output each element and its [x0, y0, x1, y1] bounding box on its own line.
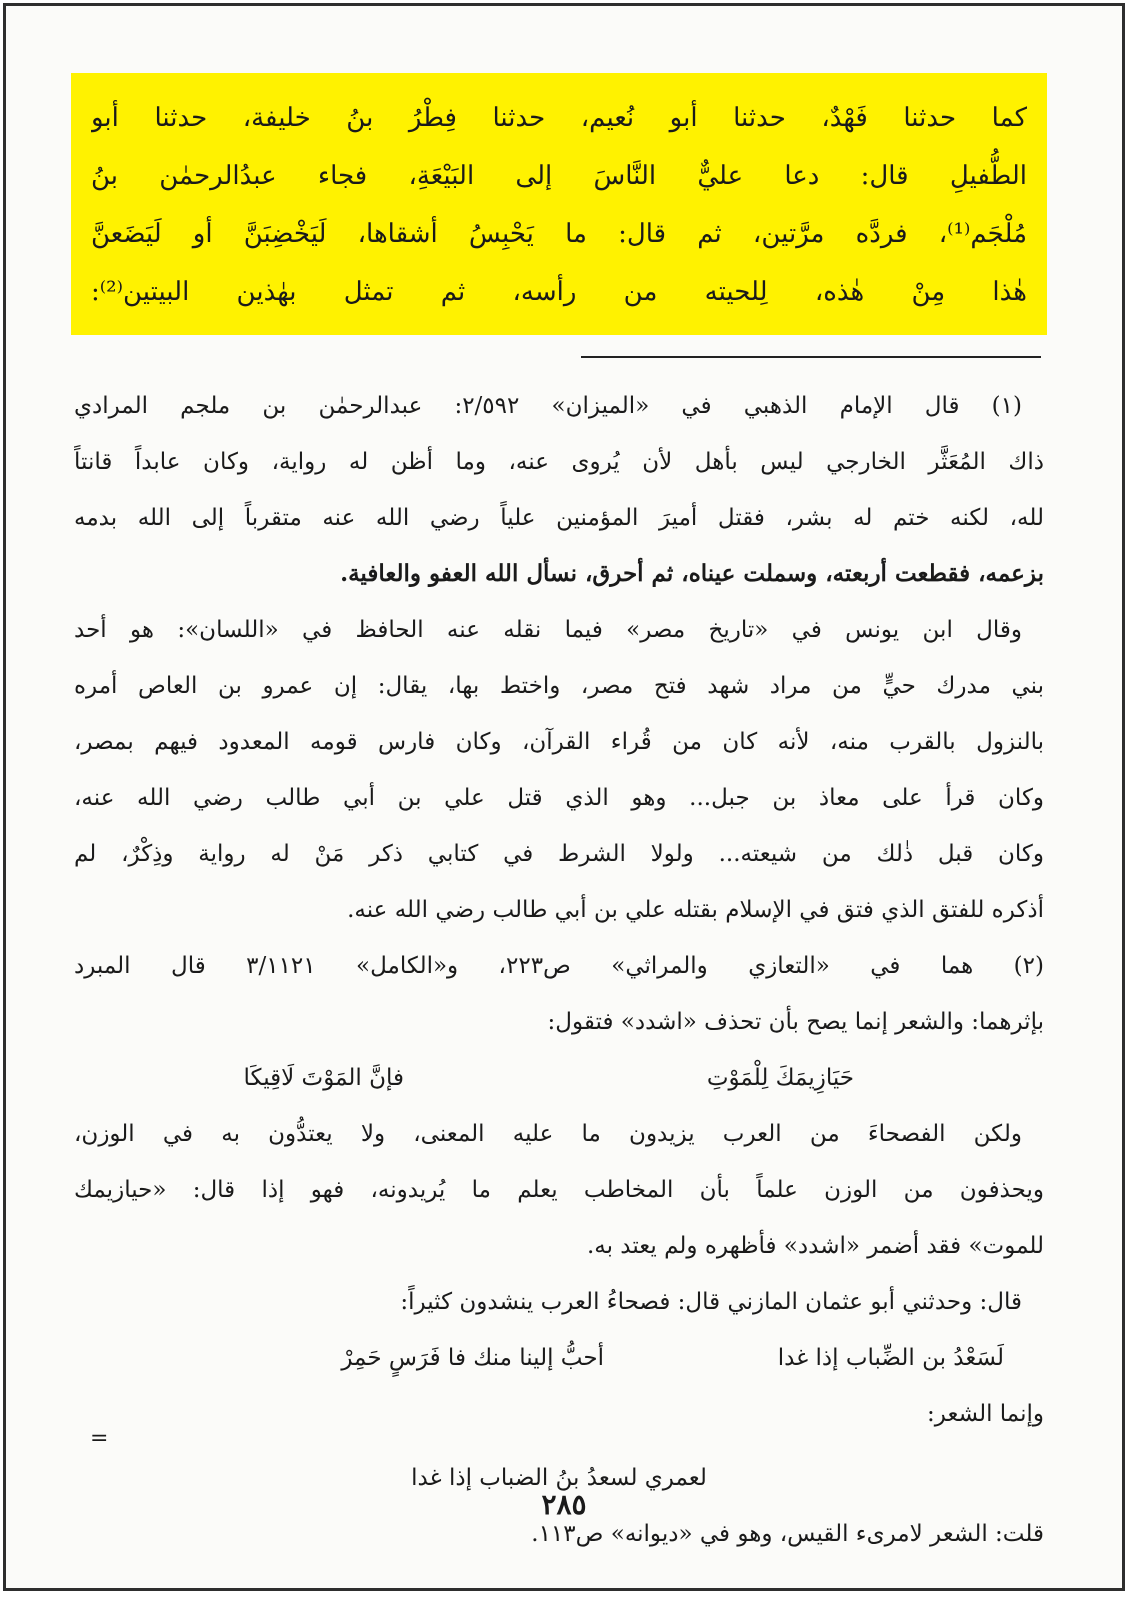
footnote-1-line: ذاك المُعَثَّر الخارجي ليس بأهل لأن يُروى عنه، وما أظن له رواية، وكان عابداً قانتاً: [74, 449, 1044, 475]
margin-marker: =: [90, 1426, 109, 1451]
footnote-1-line: لله، لكنه ختم له بشر، فقتل أميرَ المؤمنين علياً رضي الله عنه متقرباً إلى الله بدمه: [74, 505, 1044, 531]
main-text-line: مُلْجَم⁽¹⁾، فردَّه مرَّتين، ثم قال: ما يَحْبِسُ أشقاها، لَيَخْضِبَنَّ أو لَيَضَعنَّ: [91, 219, 1027, 249]
footnote-1b-line: وكان قبل ذٰلك من شيعته... ولولا الشرط في كتابي ذكر مَنْ له رواية وذِكْرٌ، لم: [74, 841, 1044, 867]
main-text-line: كما حدثنا فَهْدٌ، حدثنا أبو نُعيم، حدثنا فِطْرُ بنُ خليفة، حدثنا أبو: [91, 103, 1027, 133]
footnote-divider: [581, 356, 1041, 358]
footnote-1b-line: بالنزول بالقرب منه، لأنه كان من قُراء القرآن، وكان فارس قومه المعدود فيهم بمصر،: [74, 729, 1044, 755]
page-number: ٢٨٥: [541, 1488, 587, 1521]
verse-2-second-hemistich: أحبُّ إلينا منك فا فَرَسٍ حَمِرْ: [341, 1345, 604, 1371]
footnote-2b-line: للموت» فقد أضمر «اشدد» فأظهره ولم يعتد به.: [586, 1233, 1044, 1259]
poetry-label: وإنما الشعر:: [927, 1401, 1044, 1427]
footnote-2-line: بإثرهما: والشعر إنما يصح بأن تحذف «اشدد» فتقول:: [547, 1009, 1044, 1035]
footnote-2b-line: ويحذفون من الوزن علماً بأن المخاطب يعلم ما يُريدونه، فهو إذا قال: «حيازيمك: [74, 1177, 1044, 1203]
mazini-line: قال: وحدثني أبو عثمان المازني قال: فصحاءُ العرب ينشدون كثيراً:: [400, 1289, 1022, 1315]
footnote-1b-line: وقال ابن يونس في «تاريخ مصر» فيما نقله عنه الحافظ في «اللسان»: هو أحد: [74, 617, 1022, 643]
footnote-2-line: (٢) هما في «التعازي والمراثي» ص٢٢٣، و«الكامل» ٣/١١٢١ قال المبرد: [74, 953, 1044, 979]
verse-2: [74, 1330, 1044, 1386]
footnote-1b-line: بني مدرك حيٍّ من مراد شهد فتح مصر، واختط بها، يقال: إن عمرو بن العاص أمره: [74, 673, 1044, 699]
verse-2-first-hemistich: لَسَعْدُ بن الضِّباب إذا غدا: [777, 1345, 1004, 1371]
closing-line: قلت: الشعر لامرىء القيس، وهو في «ديوانه» ص١١٣.: [531, 1521, 1044, 1547]
book-page: [3, 3, 1125, 1591]
verse-1: [74, 1050, 1044, 1106]
footnote-1b-line: وكان قرأ على معاذ بن جبل... وهو الذي قتل علي بن أبي طالب رضي الله عنه،: [74, 785, 1044, 811]
verse-1-first-hemistich: حَيَازِيمَكَ لِلْمَوْتِ: [706, 1065, 854, 1091]
footnote-1b-line: أذكره للفتق الذي فتق في الإسلام بقتله علي بن أبي طالب رضي الله عنه.: [347, 897, 1044, 923]
main-text-line: هٰذا مِنْ هٰذه، لِلحيته من رأسه، ثم تمثل بهٰذين البيتين⁽²⁾:: [91, 277, 1027, 307]
footnote-2b-line: ولكن الفصحاءَ من العرب يزيدون ما عليه المعنى، ولا يعتدُّون به في الوزن،: [74, 1121, 1022, 1147]
verse-3: لعمري لسعدُ بنُ الضباب إذا غدا: [411, 1465, 707, 1491]
verse-1-second-hemistich: فإنَّ المَوْتَ لَاقِيكَا: [243, 1065, 404, 1091]
main-text-line: الطُّفيلِ قال: دعا عليٌّ النَّاسَ إلى البَيْعَةِ، فجاء عبدُالرحمٰن بنُ: [91, 161, 1027, 191]
highlighted-passage: [71, 73, 1047, 335]
footnotes: [74, 378, 1044, 1562]
footnote-1-line: بزعمه، فقطعت أربعته، وسملت عيناه، ثم أحرق، نسأل الله العفو والعافية.: [340, 560, 1044, 587]
footnote-1-line: (١) قال الإمام الذهبي في «الميزان» ٢/٥٩٢: عبدالرحمٰن بن ملجم المرادي: [74, 393, 1022, 419]
